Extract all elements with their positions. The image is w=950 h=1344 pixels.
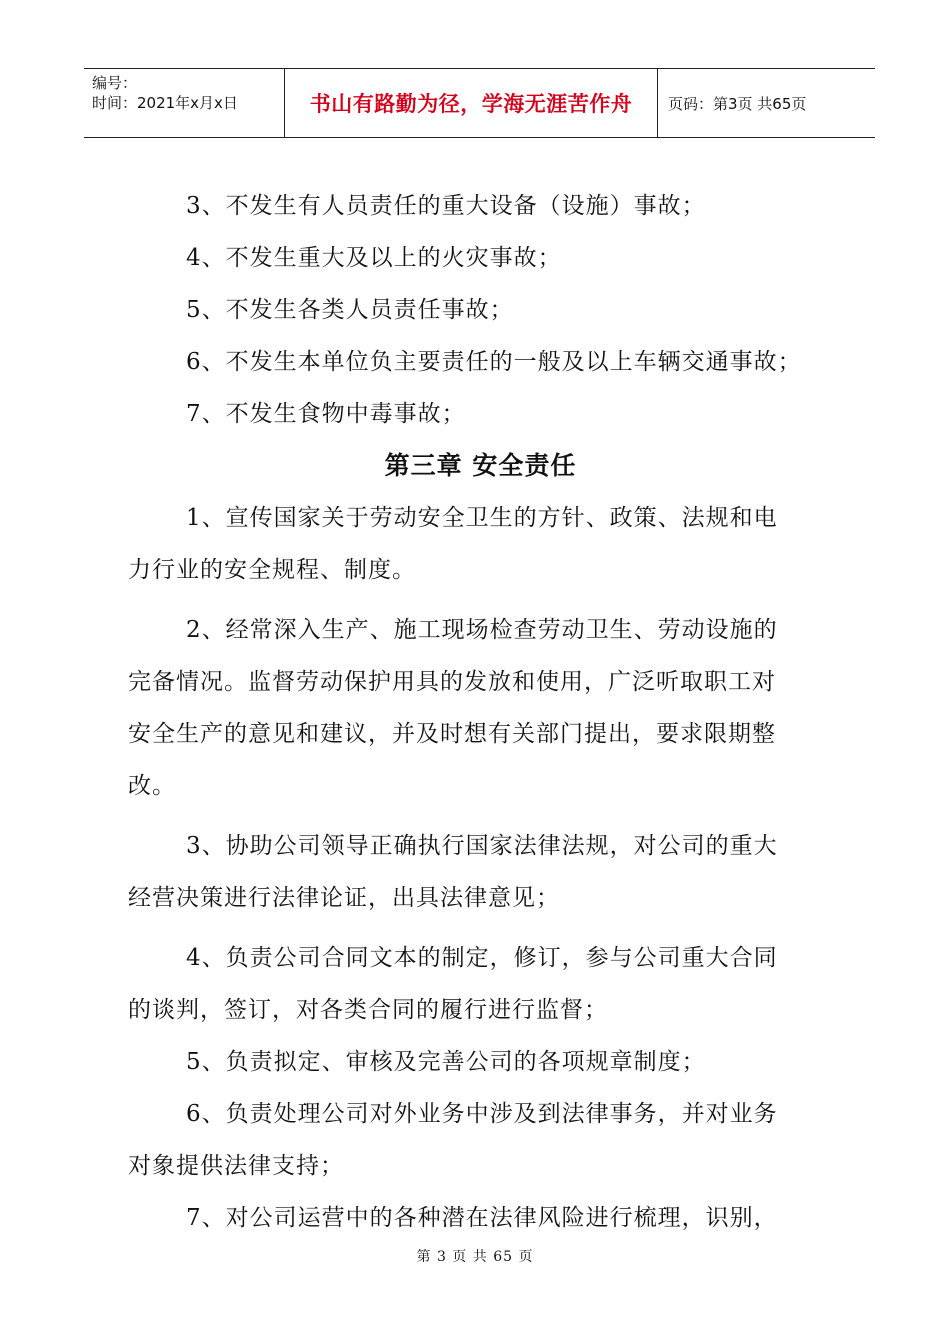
paragraph-line: 7、对公司运营中的各种潜在法律风险进行梳理，识别， — [186, 1205, 778, 1231]
paragraph-line: 5、负责拟定、审核及完善公司的各项规章制度； — [186, 1049, 706, 1075]
paragraph-7 — [128, 1192, 833, 1244]
paragraph-line: 3、协助公司领导正确执行国家法律法规，对公司的重大 — [186, 833, 778, 859]
paragraph-line: 1、宣传国家关于劳动安全卫生的方针、政策、法规和电 — [186, 505, 778, 531]
page-header — [84, 68, 875, 138]
paragraph-line: 力行业的安全规程、制度。 — [128, 557, 416, 583]
paragraph-line: 改。 — [128, 773, 176, 799]
page-footer: 第 3 页 共 65 页 — [416, 1249, 534, 1265]
list-item: 6、不发生本单位负主要责任的一般及以上车辆交通事故； — [186, 349, 802, 375]
document-date: 时间：2021年x月x日 — [92, 94, 238, 112]
paragraph-line: 的谈判，签订，对各类合同的履行进行监督； — [128, 997, 608, 1023]
list-item: 4、不发生重大及以上的火灾事故； — [186, 245, 562, 271]
list-item: 3、不发生有人员责任的重大设备（设施）事故； — [186, 193, 706, 219]
list-item: 7、不发生食物中毒事故； — [186, 401, 466, 427]
paragraph-line: 经营决策进行法律论证，出具法律意见； — [128, 885, 560, 911]
paragraph-line: 安全生产的意见和建议，并及时想有关部门提出，要求限期整 — [128, 721, 776, 747]
paragraph-1 — [128, 492, 833, 596]
chapter-title: 第三章 安全责任 — [384, 451, 577, 480]
paragraph-2 — [128, 604, 833, 812]
list-item: 5、不发生各类人员责任事故； — [186, 297, 514, 323]
paragraph-line: 2、经常深入生产、施工现场检查劳动卫生、劳动设施的 — [186, 617, 778, 643]
header-motto: 书山有路勤为径，学海无涯苦作舟 — [285, 69, 658, 137]
paragraph-6 — [128, 1088, 833, 1192]
paragraph-line: 完备情况。监督劳动保护用具的发放和使用，广泛听取职工对 — [128, 669, 776, 695]
document-body — [128, 180, 833, 1244]
header-page-info: 页码：第3页 共65页 — [668, 94, 807, 113]
paragraph-3 — [128, 820, 833, 924]
paragraph-line: 4、负责公司合同文本的制定，修订，参与公司重大合同 — [186, 945, 778, 971]
paragraph-4 — [128, 932, 833, 1036]
paragraph-line: 6、负责处理公司对外业务中涉及到法律事务，并对业务 — [186, 1101, 778, 1127]
paragraph-line: 对象提供法律支持； — [128, 1153, 344, 1179]
paragraph-5 — [128, 1036, 833, 1088]
header-meta — [84, 69, 285, 137]
document-number: 编号： — [92, 74, 138, 92]
